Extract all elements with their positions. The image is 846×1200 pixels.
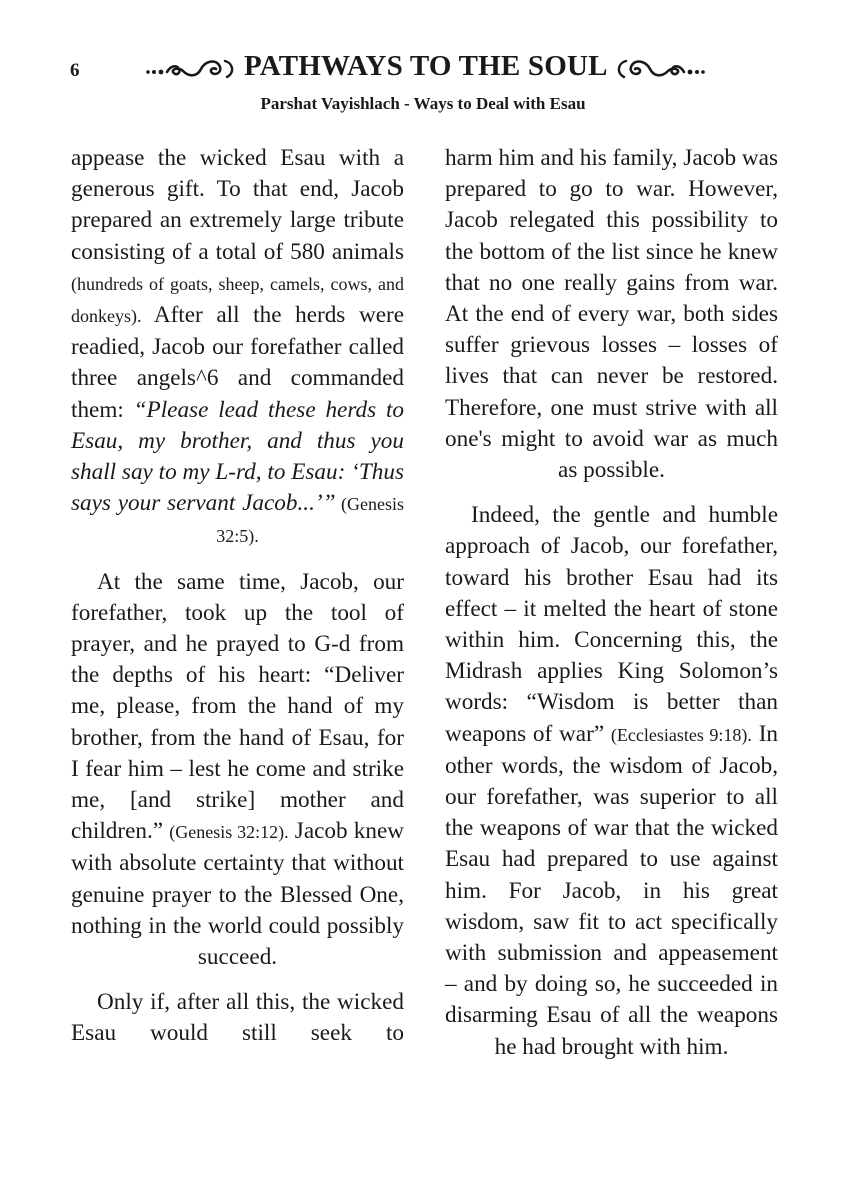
running-header xyxy=(130,50,720,83)
body-text: Only if, after all this, the wicked Esau would still seek to xyxy=(71,989,404,1047)
body-text: At the same time, Jacob, our forefather, took up the tool of prayer, and he prayed to G-d from the depths of his heart: “Deliver me, please, from the hand of my brother, from the hand of Esau, for I fear him – lest he come and strike me, [and strike] mother and children.” xyxy=(71,568,404,845)
right-column xyxy=(445,143,778,1077)
scripture-quote: “Please lead these herds to Esau, my brother, and thus you shall say to my L-rd, to Esau: ‘Thus says your servant Jacob...’” xyxy=(71,396,404,517)
body-text: harm him and his family, Jacob was prepared to go to war. However, Jacob relegated this possibility to the bottom of the list since he knew that no one really gains from war. At the end of every war, both sides suffer grievous losses – losses of lives that can never be restored. Therefore, one must strive with all one's might to avoid war as much as possible. xyxy=(445,145,778,484)
body-text: In other words, the wisdom of Jacob, our forefather, was superior to all the weapons of war that the wicked Esau had prepared to use against him. For Jacob, in his great wisdom, saw fit to act specifically with submission and appeasement – and by doing so, he succeeded in disarming Esau of all the weapons he had brought with him. xyxy=(445,720,779,1060)
page-number: 6 xyxy=(70,60,80,81)
right-flourish-ornament-icon xyxy=(614,55,706,81)
article-subtitle: Parshat Vayishlach - Ways to Deal with Esau xyxy=(260,94,586,113)
left-column xyxy=(71,143,404,1064)
scripture-reference: (Genesis 32:12). xyxy=(169,822,289,843)
paragraph xyxy=(445,143,778,486)
body-text: Indeed, the gentle and humble approach of Jacob, our forefather, toward his brother Esau had its effect – it melted the heart of stone within him. Concerning this, the Midrash applies King Solomon’s words: “Wisdom is better than weapons of war” xyxy=(445,502,778,747)
body-text: Jacob knew with absolute certainty that without genuine prayer to the Blessed One, nothing in the world could possibly succeed. xyxy=(71,818,405,971)
scripture-reference: (Ecclesiastes 9:18). xyxy=(610,724,752,745)
parenthetical-note: (hundreds of goats, sheep, camels, cows, and donkeys). xyxy=(71,273,404,327)
scripture-reference: (Genesis 32:5). xyxy=(216,494,404,547)
body-text: After all the herds were readied, Jacob our forefather called three angels^6 and commanded them: xyxy=(71,302,404,423)
header-title: PATHWAYS TO THE SOUL xyxy=(243,50,607,82)
body-text: appease the wicked Esau with a generous gift. To that end, Jacob prepared an extremely large tribute consisting of a total of 580 animals xyxy=(71,145,404,265)
paragraph xyxy=(445,500,778,1063)
paragraph xyxy=(71,143,404,553)
left-flourish-ornament-icon xyxy=(145,55,237,81)
paragraph xyxy=(71,567,404,974)
paragraph xyxy=(71,987,404,1049)
